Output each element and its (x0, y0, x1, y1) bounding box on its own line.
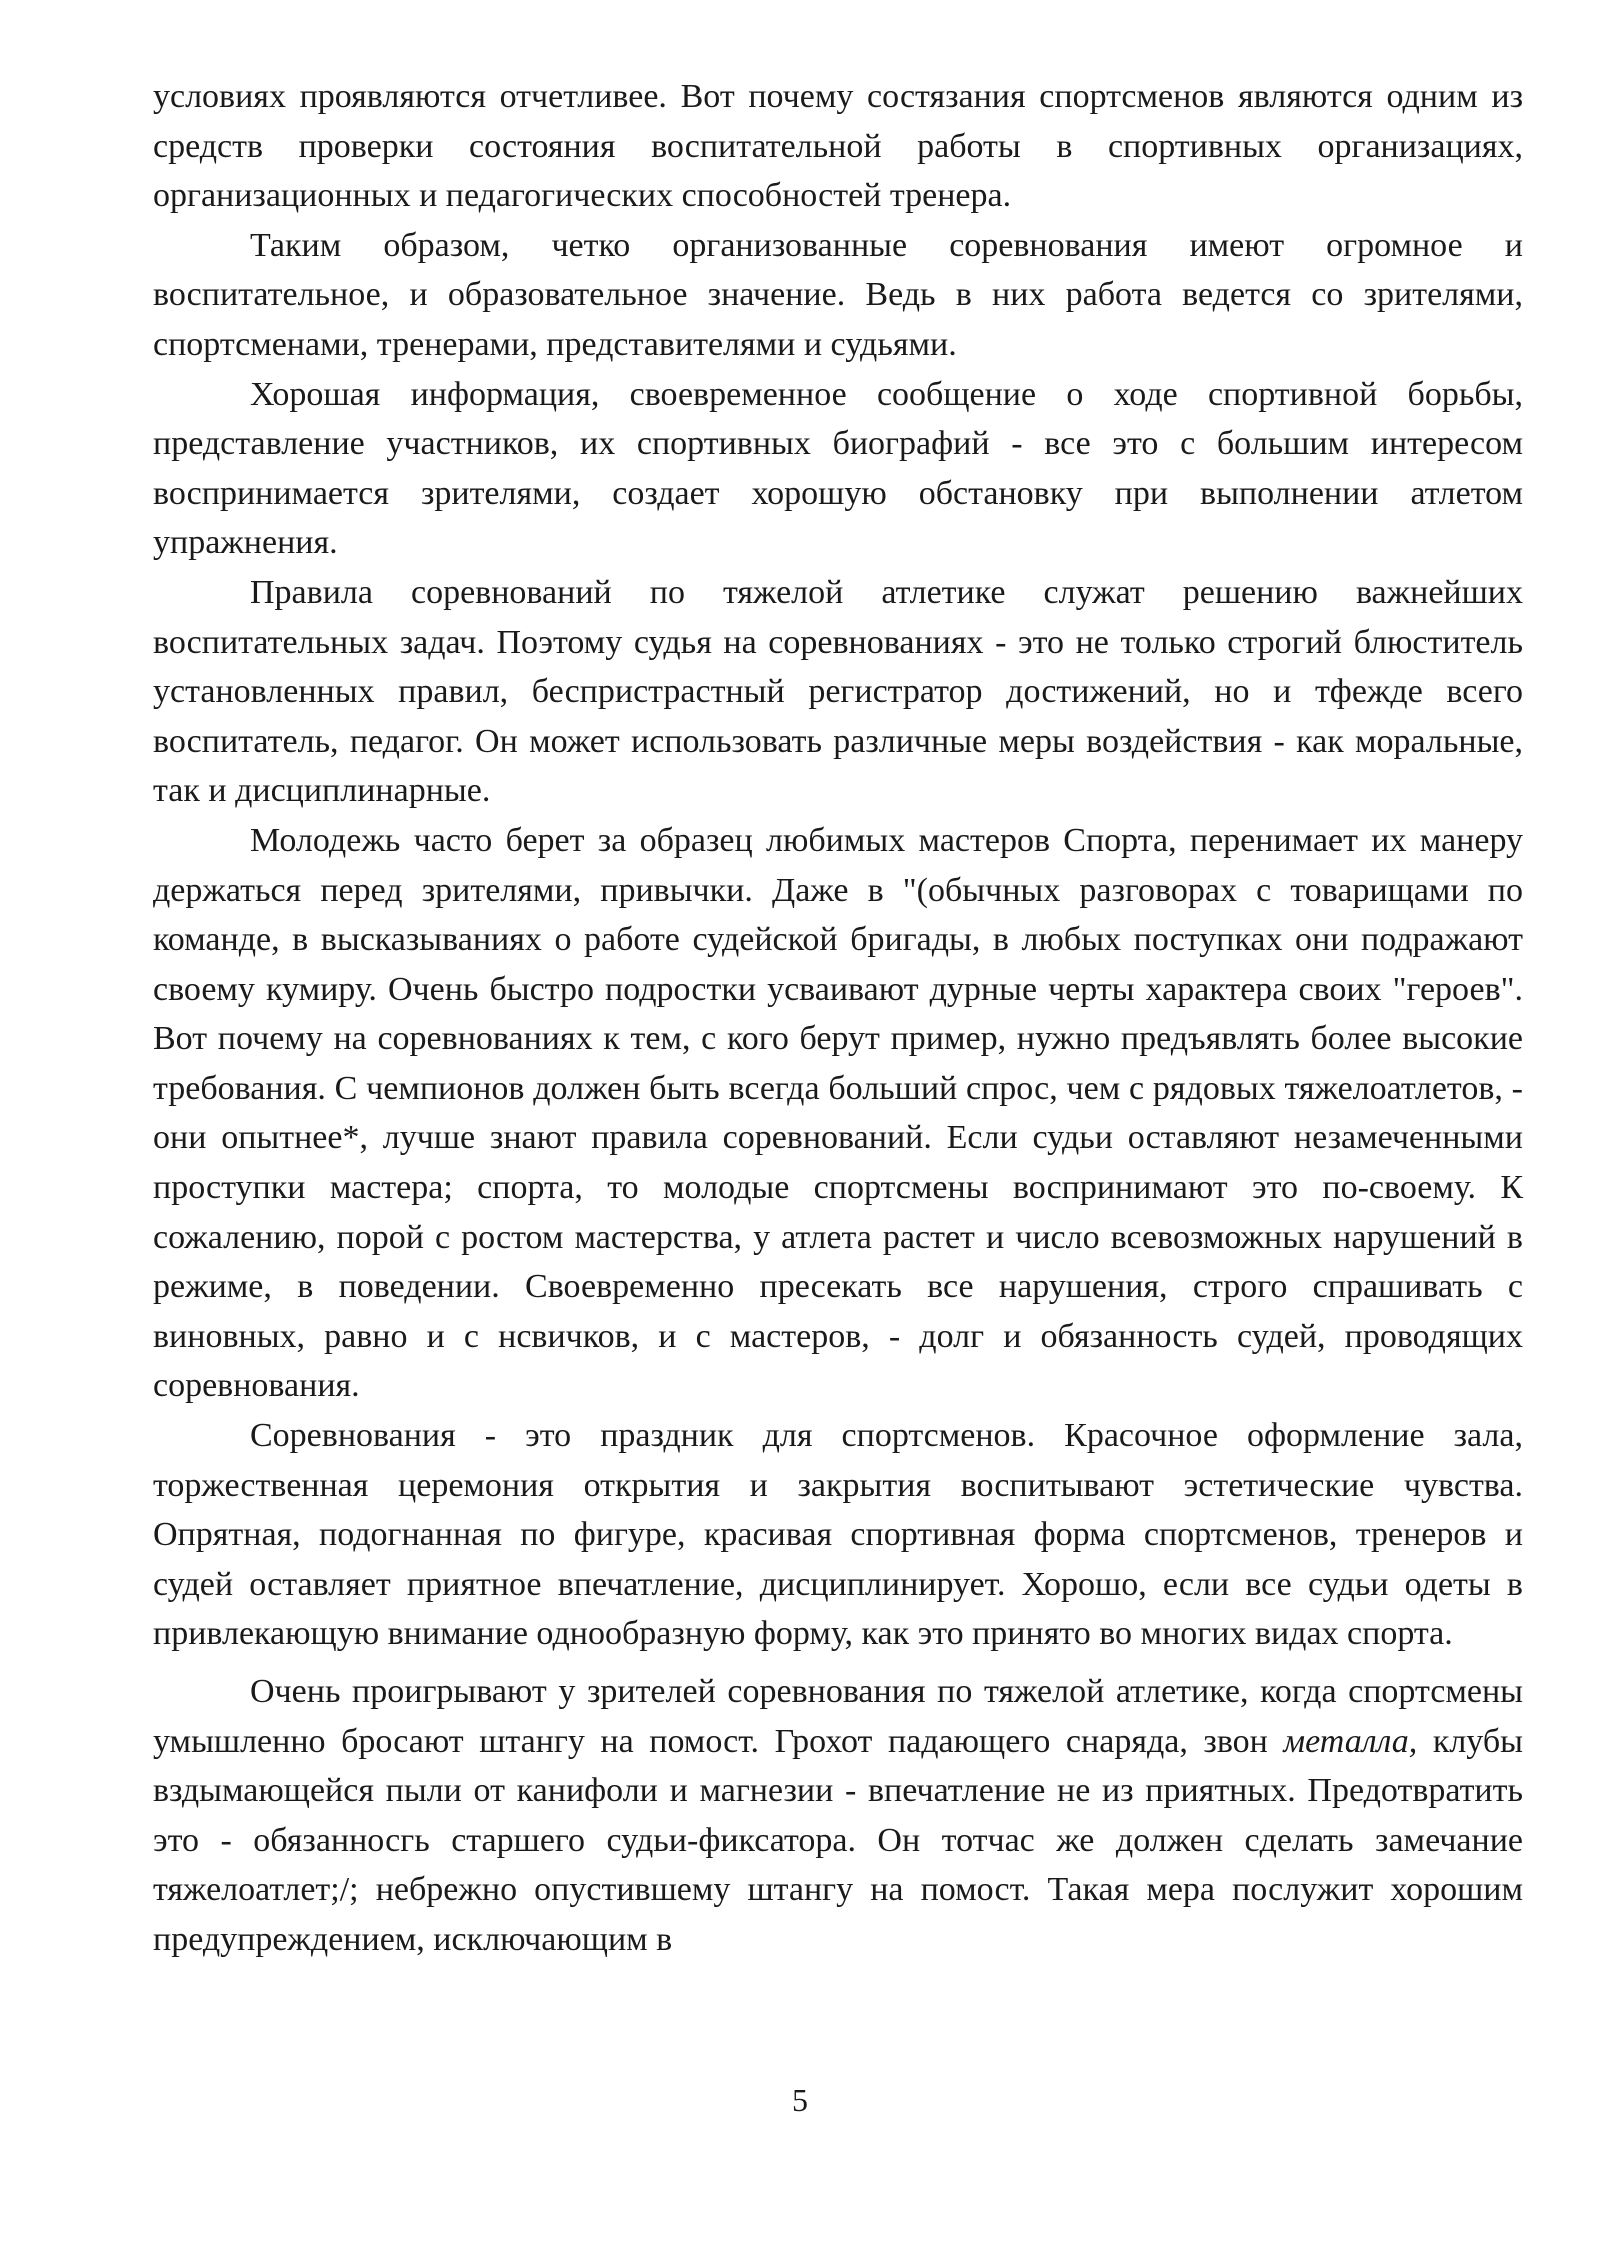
paragraph-7-italic-word: металла, (1283, 1722, 1418, 1760)
paragraph-4: Правила соревнований по тяжелой атлетике служат решению важнейших воспитательных задач. Поэтому судья на соревнованиях - это не только строгий блюститель установленных правил, беспристрастный регистратор достижений, но и тфежде всего воспитатель, педагог. Он может использовать различные меры воздействия - как моральные, так и дисциплинарные. (153, 573, 1523, 810)
page-number: 5 (792, 2082, 808, 2118)
document-body (153, 72, 1523, 1965)
paragraph-7-text-after: клубы вздымающейся пыли от канифоли и магнезии - впечатление не из приятных. Предотвратить это - обязанносгь старшего судьи-фиксатора. Он тотчас же должен сделать замечание тяжелоатлет;/; небрежно опустившему штангу на помост. Такая мера послужит хорошим предупреждением, исключающим в (153, 1722, 1523, 1958)
paragraph-6: Соревнования - это праздник для спортсменов. Красочное оформление зала, торжественная церемония открытия и закрытия воспитывают эстетические чувства. Опрятная, подогнанная по фигуре, красивая спортивная форма спортсменов, тренеров и судей оставляет приятное впечатление, дисциплинирует. Хорошо, если все судьи одеты в привлекающую внимание однообразную форму, как это принято во многих видах спорта. (153, 1417, 1523, 1653)
paragraph-5: Молодежь часто берет за образец любимых мастеров Спорта, перенимает их манеру держаться перед зрителями, привычки. Даже в "(обычных разговорах с товарищами по команде, в высказываниях о работе судейской бригады, в любых поступках они подражают своему кумиру. Очень быстро подростки усваивают дурные черты характера своих "героев". Вот почему на соревнованиях к тем, с кого берут пример, нужно предъявлять более высокие требования. С чемпионов должен быть всегда больший спрос, чем с рядовых тяжелоатлетов, - они опытнее*, лучше знают правила соревнований. Если судьи оставляют незамеченными проступки мастера; спорта, то молодые спортсмены воспринимают это по-своему. К сожалению, порой с ростом мастерства, у атлета растет и число всевозможных нарушений в режиме, в поведении. Своевременно пресекать все нарушения, строго спрашивать с виновных, равно и с нсвичков, и с мастеров, - долг и обязанность судей, проводящих соревнования. (153, 821, 1523, 1405)
paragraph-7 (153, 1667, 1523, 1965)
paragraph-1: условиях проявляются отчетливее. Вот почему состязания спортсменов являются одним из средств проверки состояния воспитательной работы в спортивных организациях, организационных и педагогических способностей тренера. (153, 78, 1523, 215)
paragraph-3: Хорошая информация, своевременное сообщение о ходе спортивной борьбы, представление участников, их спортивных биографий - все это с большим интересом воспринимается зрителями, создает хорошую обстановку при выполнении атлетом упражнения. (153, 375, 1523, 562)
paragraph-7-text-before: Очень проигрывают у зрителей соревнования по тяжелой атлетике, когда спортсмены умышленно бросают штангу на помост. Грохот падающего снаряда, звон (153, 1673, 1523, 1760)
paragraph-2: Таким образом, четко организованные соревнования имеют огромное и воспитательное, и образовательное значение. Ведь в них работа ведется со зрителями, спортсменами, тренерами, представителями и судьями. (153, 226, 1523, 363)
